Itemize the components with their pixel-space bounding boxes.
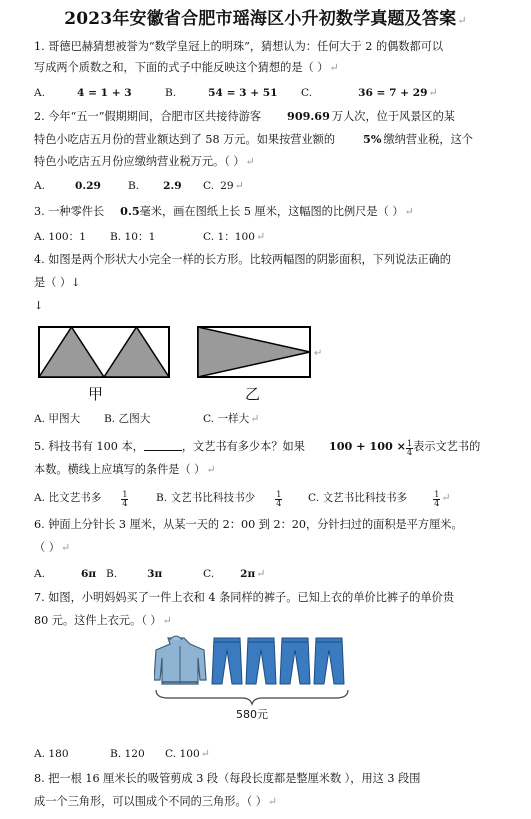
q2-option-b	[128, 178, 182, 194]
q7-line2	[34, 613, 504, 629]
q5-line1-b: ，文艺书有多少本？如果	[181, 440, 305, 453]
paragraph-mark: ↵	[314, 348, 323, 359]
q8-line2	[34, 794, 504, 810]
q6-line2-text: （ ）	[34, 541, 60, 554]
q1-option-b-letter: B.	[165, 87, 177, 99]
q5-option-b-num: 1	[276, 490, 282, 499]
q5-option-c-text: C. 文艺书比科技书多	[308, 492, 408, 504]
q7-clothing-figure	[154, 632, 354, 724]
q4-option-c	[203, 411, 259, 427]
q2-line2-b: 缴纳营业税，这个	[383, 133, 473, 146]
q4-line1: 4. 如图是两个形状大小完全一样的长方形。比较两幅图的阴影面积，下列说法正确的	[34, 253, 451, 266]
total-brace	[156, 690, 348, 704]
figure-jia	[39, 327, 169, 377]
paragraph-mark: ↵	[60, 541, 71, 554]
q7-option-c-text: C. 100	[165, 748, 200, 760]
paragraph-mark: ↵	[206, 463, 216, 476]
q2-option-b-value: 2.9	[163, 180, 182, 192]
q4-line2: 是（ ）↓	[34, 276, 81, 289]
q6-option-a-letter: A.	[34, 568, 46, 580]
q3-option-a: A. 100：1	[34, 231, 86, 243]
q7-option-a: A. 180	[34, 748, 69, 760]
q4-option-c-text: C. 一样大	[203, 413, 250, 425]
q3-option-c	[203, 229, 265, 245]
q2-line2-a: 特色小吃店五月份的营业额达到了 58 万元。如果按营业额的	[34, 133, 336, 146]
q1-option-a	[34, 85, 132, 101]
q2-line1-b: 万人次，位于风景区的某	[331, 110, 455, 123]
label-jia: 甲	[88, 385, 104, 401]
pants-icon-4	[314, 638, 344, 684]
jacket-icon	[154, 636, 206, 684]
q7-option-c	[165, 746, 210, 762]
q6-option-b-value: 3π	[147, 568, 163, 580]
q5-option-a-den: 4	[122, 499, 128, 508]
pants-icon-3	[280, 638, 310, 684]
q1-option-a-value: 4 = 1 + 3	[77, 87, 132, 99]
q5-option-b-den: 4	[276, 499, 282, 508]
q2-option-c	[203, 178, 244, 194]
q5-line2	[34, 462, 504, 478]
q2-option-c-value: 29	[220, 180, 234, 192]
paragraph-mark: ↵	[329, 61, 339, 74]
q5-option-a-fraction	[121, 491, 128, 508]
q5-option-a-text: A. 比文艺书多	[34, 492, 102, 504]
q5-option-c	[308, 490, 451, 508]
q4-option-b: B. 乙图大	[104, 413, 151, 425]
paragraph-mark: ↵	[162, 614, 172, 627]
pants-icon-2	[246, 638, 276, 684]
q6-option-a	[34, 566, 96, 582]
q3-length: 0.5	[120, 204, 140, 218]
paragraph-mark: ↵	[245, 155, 255, 168]
q1-line2-text: 写成两个质数之和，下面的式子中能反映这个猜想的是（ ）	[34, 61, 329, 74]
q5-option-a-num: 1	[122, 490, 128, 499]
q5-line2-text: 本数。横线上应填写的条件是（ ）	[34, 463, 206, 476]
label-yi: 乙	[245, 385, 261, 401]
q6-option-c	[203, 566, 265, 582]
q1-option-c-value: 36 = 7 + 29	[358, 87, 428, 99]
total-price-label: 580元	[236, 708, 268, 721]
paragraph-mark: ↵	[234, 179, 244, 192]
q2-option-a-letter: A.	[34, 180, 46, 192]
q2-tax-rate: 5%	[363, 132, 382, 146]
q5-fraction-num: 1	[407, 439, 413, 448]
paragraph-mark: ↵	[441, 491, 451, 504]
q6-line1: 6. 钟面上分针长 3 厘米，从某一天的 2：00 到 2：20，分针扫过的面积是平方厘米。	[34, 518, 463, 531]
q6-option-c-value: 2π	[240, 568, 256, 580]
pants-icon-1	[212, 638, 242, 684]
q1-line1: 1. 哥德巴赫猜想被誉为“数学皇冠上的明珠”，猜想认为：任何大于 2 的偶数都可以	[34, 40, 444, 53]
paragraph-mark: ↵	[404, 205, 414, 218]
q5-line1-c: 表示文艺书的	[413, 440, 481, 453]
q2-line3	[34, 154, 504, 170]
title-text: 2023年安徽省合肥市瑶海区小升初数学真题及答案	[64, 9, 457, 29]
q5-fraction-den: 4	[407, 448, 413, 457]
q5-option-b	[156, 490, 282, 508]
q3-line1-a: 3. 一种零件长	[34, 205, 105, 218]
q5-line1-a: 5. 科技书有 100 本，	[34, 440, 144, 453]
q4-figures	[38, 323, 328, 401]
q2-line1	[34, 108, 504, 125]
figure-yi	[198, 327, 310, 377]
q1-option-c	[301, 85, 438, 101]
q5-blank	[144, 439, 182, 451]
q2-option-a	[34, 178, 101, 194]
q4-line3: ↓	[34, 299, 44, 312]
q8-line1-b: （每段长度都是整厘米数 ），用这 3 段围	[218, 772, 421, 785]
q6-option-b	[106, 566, 162, 582]
q2-line3-text: 特色小吃店五月份应缴纳营业税万元。（ ）	[34, 155, 245, 168]
q6-option-b-letter: B.	[106, 568, 118, 580]
q3-line1	[34, 203, 504, 220]
q6-line2	[34, 540, 504, 556]
q2-option-b-letter: B.	[128, 180, 140, 192]
q2-option-c-letter: C.	[203, 180, 215, 192]
q2-line2	[34, 131, 504, 148]
q3-option-c-text: C. 1：100	[203, 231, 256, 243]
q5-expression: 100 + 100 ×	[328, 439, 407, 453]
paragraph-mark: ↵	[457, 14, 467, 27]
q5-option-b-text: B. 文艺书比科技书少	[156, 492, 256, 504]
q3-option-b: B. 10：1	[110, 231, 156, 243]
paragraph-mark: ↵	[200, 747, 210, 760]
q7-line1: 7. 如图，小明妈妈买了一件上衣和 4 条同样的裤子。已知上衣的单价比裤子的单价贵	[34, 591, 455, 604]
q1-option-b-value: 54 = 3 + 51	[208, 87, 278, 99]
q1-line2	[34, 60, 504, 76]
q2-visitors-number: 909.69	[287, 109, 330, 123]
q2-line1-a: 2. 今年“五一”假期期间，合肥市区共接待游客	[34, 110, 262, 123]
q4-option-a: A. 甲图大	[34, 413, 81, 425]
paragraph-mark: ↵	[256, 230, 266, 243]
q6-option-c-letter: C.	[203, 568, 215, 580]
q5-option-c-den: 4	[434, 499, 440, 508]
paragraph-mark: ↵	[267, 795, 278, 808]
q3-line1-b: 毫米，画在图纸上长 5 厘米，这幅图的比例尺是（ ）	[139, 205, 404, 218]
q7-option-b: B. 120	[110, 748, 145, 760]
q7-line2-text: 80 元。这件上衣元。（ ）	[34, 614, 162, 627]
q6-option-a-value: 6π	[81, 568, 97, 580]
q5-option-c-num: 1	[434, 490, 440, 499]
q1-option-b	[165, 85, 278, 101]
q8-line2-text: 成一个三角形，可以围成个不同的三角形。（ ）	[34, 795, 267, 808]
q8-line1-a: 8. 把一根 16 厘米长的吸管剪成 3 段	[34, 772, 219, 785]
q8-line1	[34, 771, 504, 787]
q5-option-a	[34, 490, 128, 508]
q5-line1	[34, 438, 504, 457]
page-title	[0, 4, 531, 29]
q5-option-c-fraction	[433, 491, 440, 508]
paragraph-mark: ↵	[256, 567, 266, 580]
q5-option-b-fraction	[275, 491, 282, 508]
paragraph-mark: ↵	[428, 86, 438, 99]
q1-option-c-letter: C.	[301, 87, 313, 99]
q2-option-a-value: 0.29	[75, 180, 101, 192]
paragraph-mark: ↵	[250, 412, 260, 425]
q1-option-a-letter: A.	[34, 87, 46, 99]
